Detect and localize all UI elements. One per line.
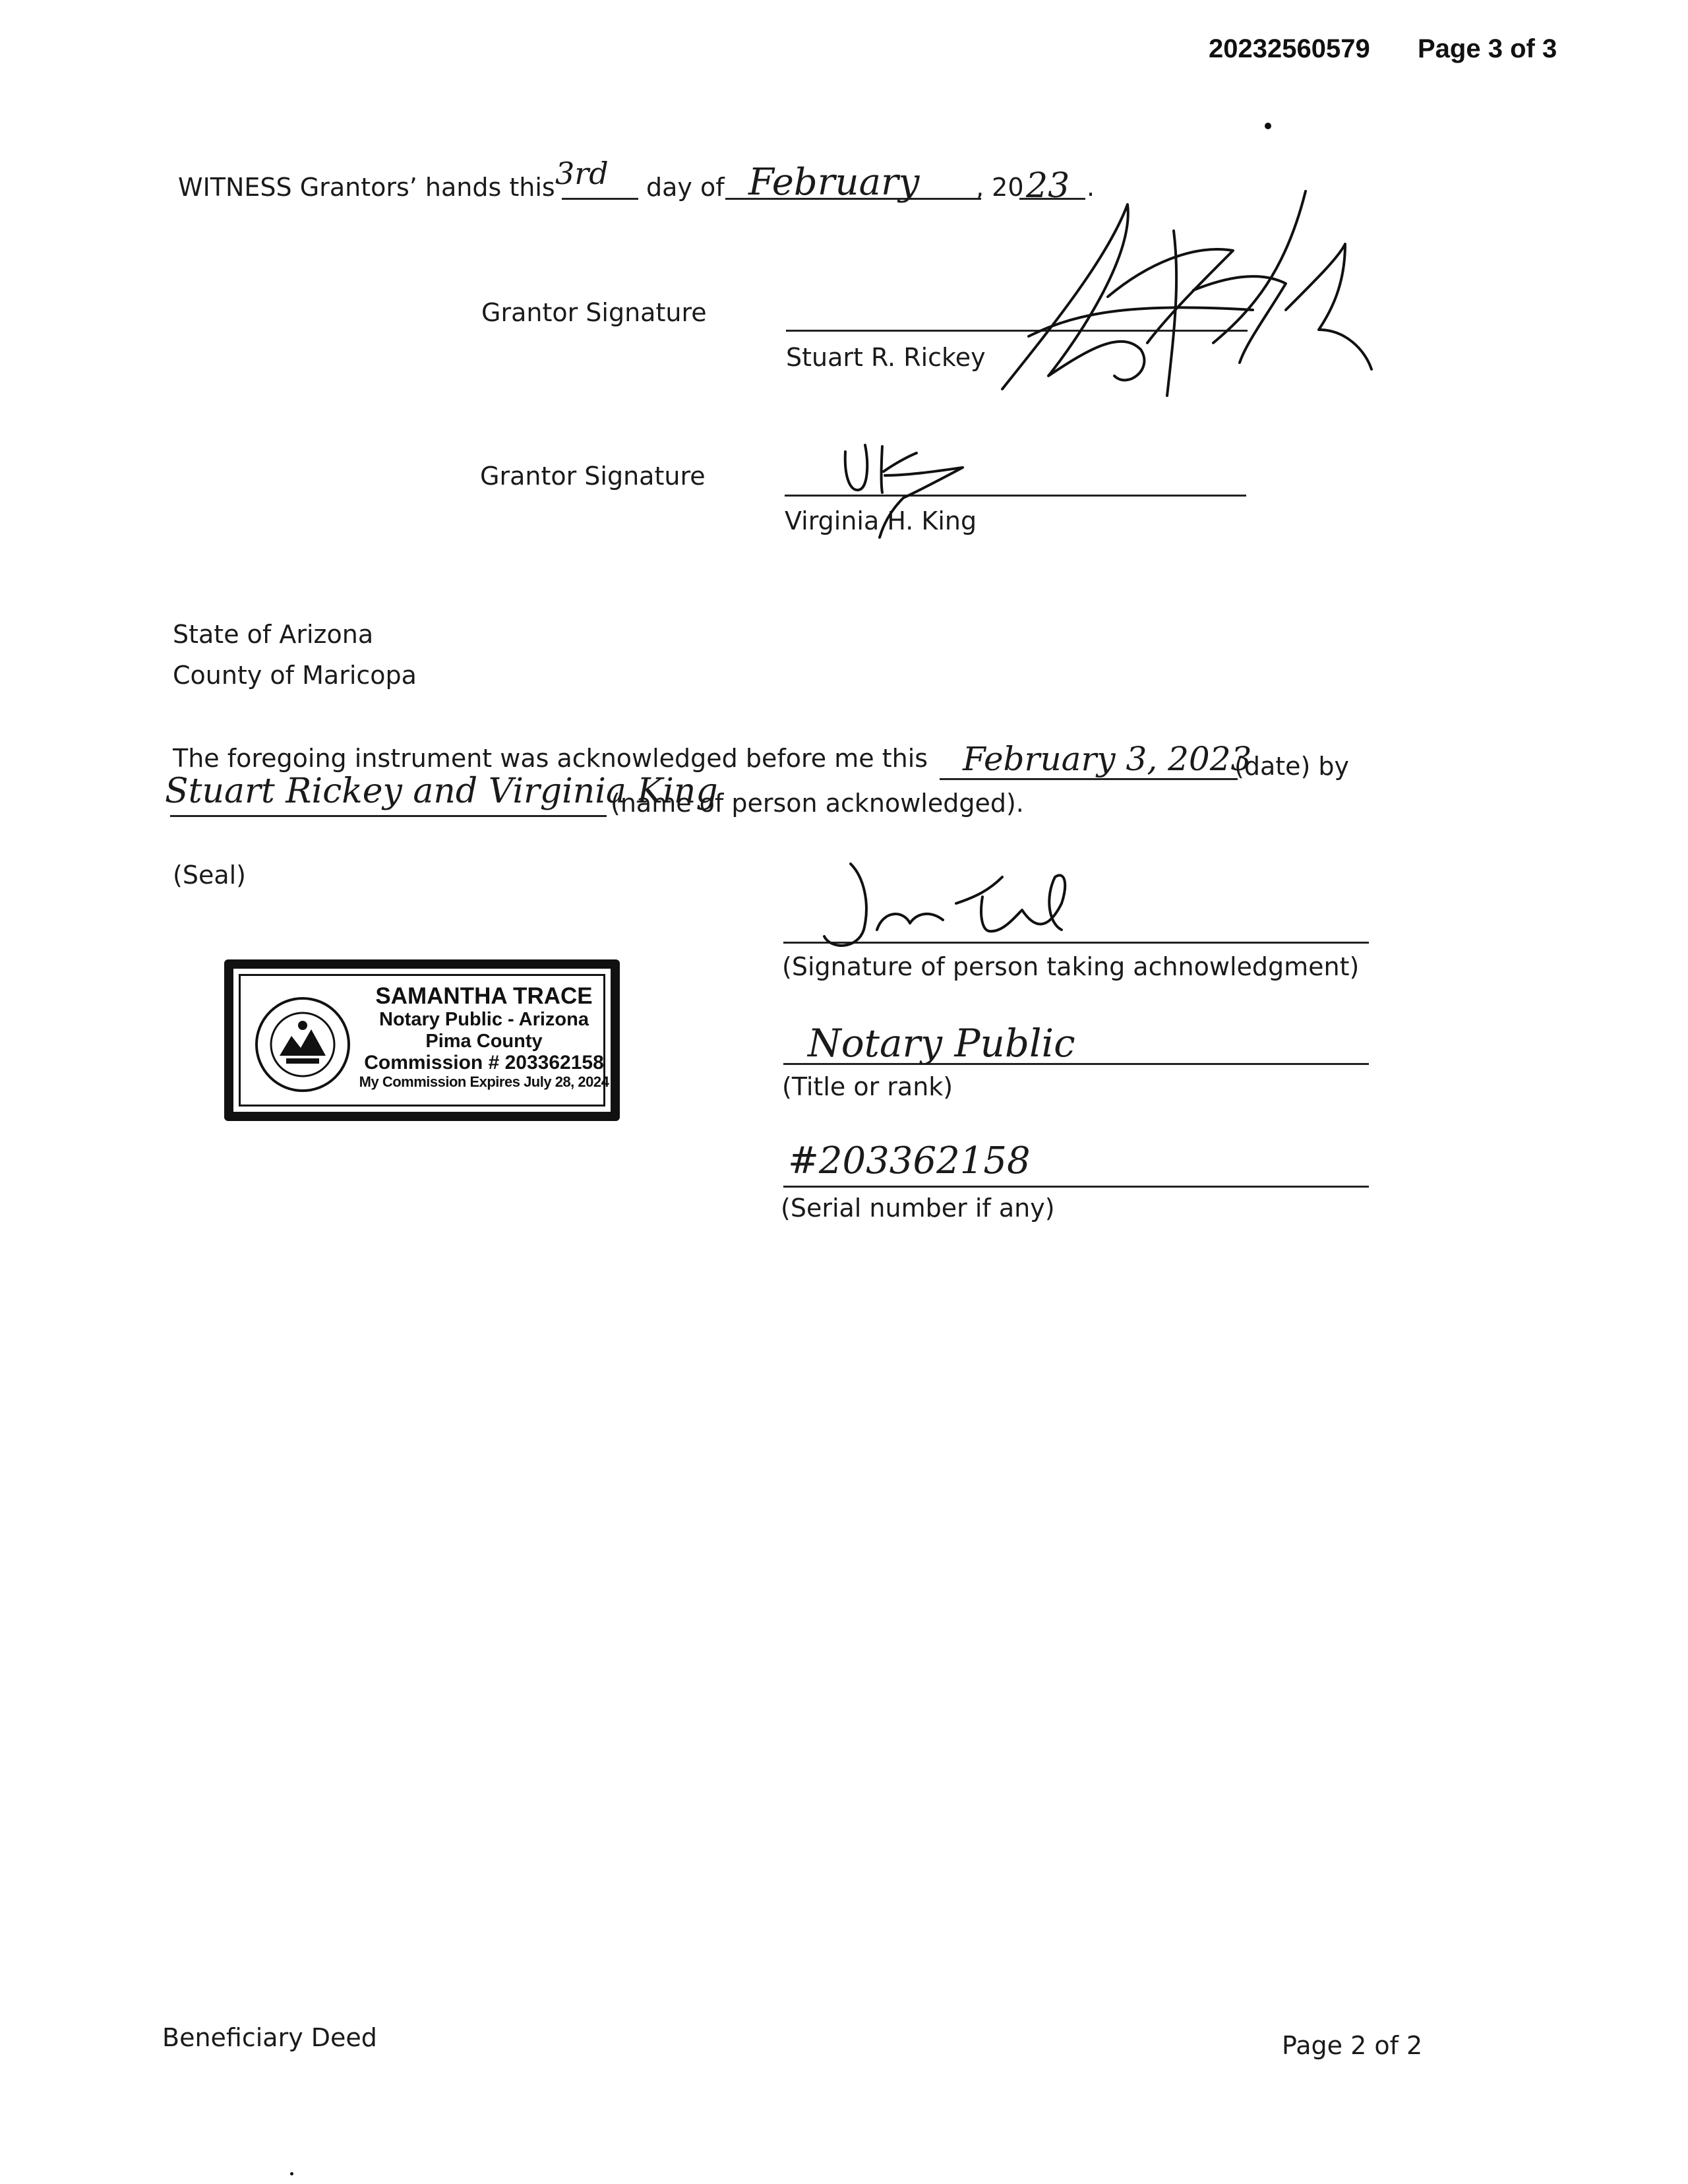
grantor-1-signature <box>976 178 1398 415</box>
day-underline <box>562 198 638 200</box>
title-label: (Title or rank) <box>782 1072 953 1101</box>
stamp-name: SAMANTHA TRACE <box>375 983 593 1009</box>
notary-signature-label: (Signature of person taking achnowledgment) <box>782 952 1360 981</box>
witness-period: . <box>1087 173 1095 202</box>
notary-stamp <box>224 959 620 1121</box>
serial-line <box>783 1186 1369 1188</box>
grantor-2-name: Virginia H. King <box>785 506 977 535</box>
acknowledgment-text: The foregoing instrument was acknowledged before me this <box>173 744 928 773</box>
stamp-expires: My Commission Expires July 28, 2024 <box>359 1073 609 1090</box>
seal-label: (Seal) <box>173 861 246 890</box>
footer-document-title: Beneficiary Deed <box>162 2023 377 2052</box>
ack-names-suffix: (name of person acknowledged). <box>611 789 1024 818</box>
day-handwritten: 3rd <box>555 156 609 191</box>
witness-prefix: WITNESS Grantors’ hands this <box>178 173 555 202</box>
month-handwritten: February <box>748 161 920 204</box>
grantor-2-label: Grantor Signature <box>480 462 706 491</box>
speck-mark-bottom <box>290 2172 293 2175</box>
serial-handwritten: #203362158 <box>788 1139 1031 1182</box>
venue-state: State of Arizona <box>173 620 374 649</box>
year-handwritten: 23 <box>1026 166 1070 206</box>
title-handwritten: Notary Public <box>808 1021 1075 1066</box>
ack-names-handwritten: Stuart Rickey and Virginia King <box>165 772 718 811</box>
ack-date-underline <box>940 778 1238 780</box>
year-prefix: , 20 <box>976 173 1024 202</box>
footer-page-number: Page 2 of 2 <box>1282 2031 1423 2060</box>
grantor-1-name: Stuart R. Rickey <box>786 343 986 372</box>
document-number: 20232560579 <box>1209 34 1370 63</box>
serial-label: (Serial number if any) <box>781 1194 1055 1223</box>
stamp-text-block <box>359 983 609 1090</box>
day-of-label: day of <box>646 173 725 202</box>
ack-date-suffix: (date) by <box>1234 752 1350 781</box>
grantor-1-label: Grantor Signature <box>481 298 707 327</box>
grantor-2-signature <box>831 439 982 544</box>
state-seal-icon <box>253 995 352 1094</box>
venue-county: County of Maricopa <box>173 661 417 690</box>
speck-mark <box>1265 123 1271 129</box>
page-indicator: Page 3 of 3 <box>1418 34 1557 63</box>
stamp-county: Pima County <box>425 1030 543 1052</box>
ack-date-handwritten: February 3, 2023 <box>963 740 1252 778</box>
ack-names-underline <box>170 815 607 817</box>
notary-signature <box>818 857 1121 956</box>
stamp-title: Notary Public - Arizona <box>379 1009 589 1031</box>
stamp-commission: Commission # 203362158 <box>364 1052 604 1074</box>
